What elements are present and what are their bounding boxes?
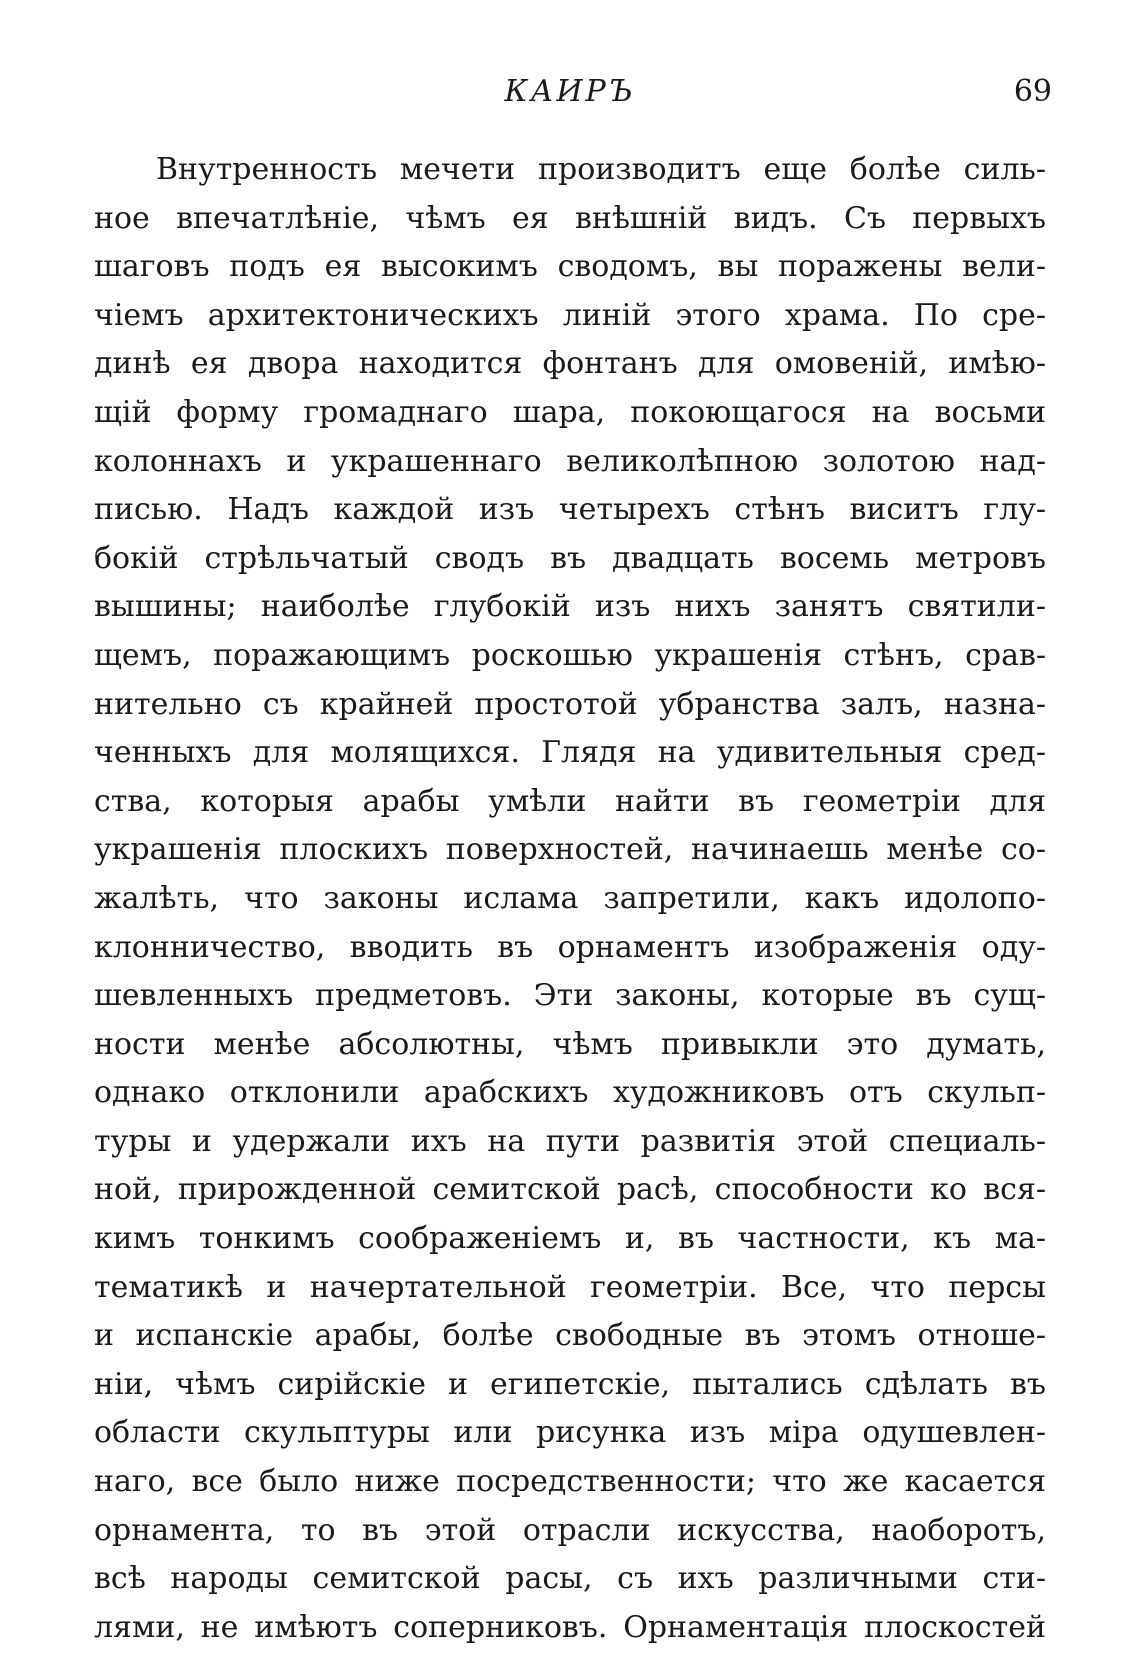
text-line: кимъ тонкимъ соображеніемъ и, въ частности, къ ма- <box>94 1221 1046 1257</box>
text-line: тематикѣ и начертательной геометріи. Все, что персы <box>94 1269 1046 1305</box>
body-text <box>94 146 1046 1652</box>
text-line: щемъ, поражающимъ роскошью украшенія стѣнъ, срав- <box>94 637 1046 673</box>
text-line: лями, не имѣютъ соперниковъ. Орнаментація плоскостей <box>94 1609 1046 1645</box>
running-head <box>0 70 1140 120</box>
text-line: вышины; наиболѣе глубокій изъ нихъ занятъ святили- <box>94 589 1046 625</box>
text-line: орнамента, то въ этой отрасли искусства, наоборотъ, <box>94 1512 1046 1548</box>
running-title: КАИРЪ <box>504 74 636 109</box>
text-line: ности менѣе абсолютны, чѣмъ привыкли это думать, <box>94 1026 1046 1062</box>
text-line: писью. Надъ каждой изъ четырехъ стѣнъ виситъ глу- <box>94 492 1046 528</box>
text-line: бокій стрѣльчатый сводъ въ двадцать восемь метровъ <box>94 540 1046 576</box>
text-line: чіемъ архитектоническихъ линій этого храма. По сре- <box>94 297 1046 333</box>
text-line: Внутренность мечети производитъ еще болѣе силь- <box>156 152 1046 187</box>
text-line: шаговъ подъ ея высокимъ сводомъ, вы поражены вели- <box>94 249 1046 285</box>
text-line: ной, прирожденной семитской расѣ, способности ко вся- <box>94 1172 1046 1208</box>
text-line: динѣ ея двора находится фонтанъ для омовеній, имѣю- <box>94 346 1046 382</box>
text-line: ніи, чѣмъ сирійскіе и египетскіе, пытались сдѣлать въ <box>94 1366 1046 1402</box>
text-line: ства, которыя арабы умѣли найти въ геометріи для <box>94 783 1046 819</box>
text-line: туры и удержали ихъ на пути развитія этой специаль- <box>94 1123 1046 1159</box>
text-line: колоннахъ и украшеннаго великолѣпною золотою над- <box>94 443 1046 479</box>
text-line: ченныхъ для молящихся. Глядя на удивительныя сред- <box>94 735 1046 771</box>
text-line: украшенія плоскихъ поверхностей, начинаешь менѣе со- <box>94 832 1046 868</box>
text-line: и испанскіе арабы, болѣе свободные въ этомъ отноше- <box>94 1318 1046 1354</box>
text-line: области скульптуры или рисунка изъ міра одушевлен- <box>94 1415 1046 1451</box>
text-line: нительно съ крайней простотой убранства залъ, назна- <box>94 686 1046 722</box>
text-line: всѣ народы семитской расы, съ ихъ различными сти- <box>94 1561 1046 1597</box>
text-line: шевленныхъ предметовъ. Эти законы, которые въ сущ- <box>94 978 1046 1014</box>
text-line: жалѣть, что законы ислама запретили, какъ идолопо- <box>94 880 1046 916</box>
text-line: щій форму громаднаго шара, покоющагося на восьми <box>94 394 1046 430</box>
text-line: ное впечатлѣніе, чѣмъ ея внѣшній видъ. Съ первыхъ <box>94 200 1046 236</box>
text-line: клонничество, вводить въ орнаментъ изображенія оду- <box>94 929 1046 965</box>
text-line: однако отклонили арабскихъ художниковъ отъ скульп- <box>94 1075 1046 1111</box>
text-line: наго, все было ниже посредственности; что же касается <box>94 1464 1046 1500</box>
page-number: 69 <box>1013 74 1052 109</box>
